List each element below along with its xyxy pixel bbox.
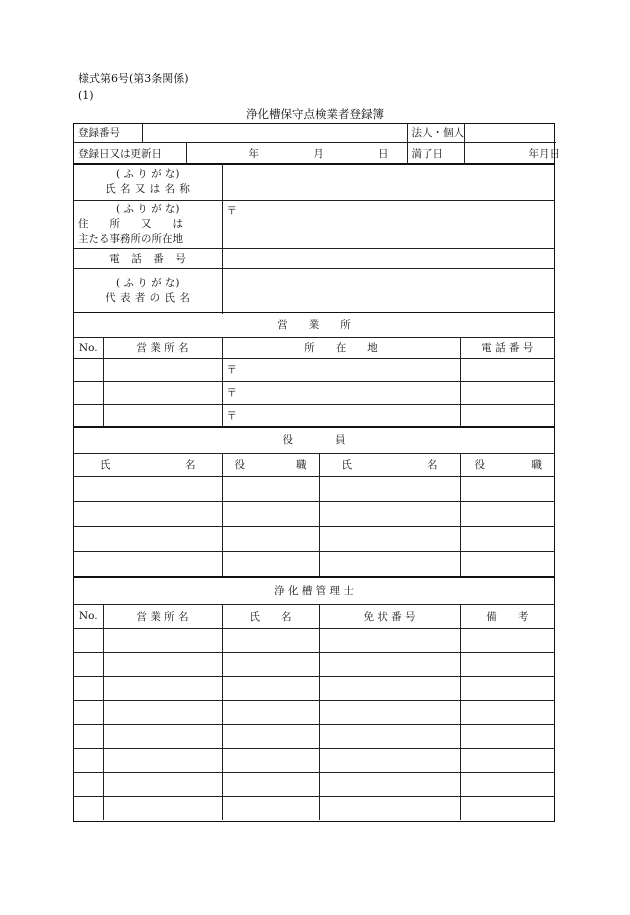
manager-license-cell[interactable] [319, 628, 460, 652]
manager-office-cell[interactable] [103, 748, 222, 772]
officer-post-cell[interactable] [222, 476, 319, 501]
manager-license-cell[interactable] [319, 772, 460, 796]
manager-no-cell[interactable] [74, 652, 103, 676]
form-number-label: 様式第6号(第3条関係) [78, 72, 189, 85]
office-row-location[interactable] [222, 404, 460, 427]
manager-name-cell[interactable] [222, 628, 319, 652]
postal-mark: 〒 [226, 204, 237, 217]
manager-office-cell[interactable] [103, 700, 222, 724]
manager-office-cell[interactable] [103, 724, 222, 748]
manager-license-cell[interactable] [319, 700, 460, 724]
office-row-phone[interactable] [460, 381, 554, 404]
officer-name-cell[interactable] [319, 551, 460, 576]
officers-col-post-2 [460, 453, 554, 476]
managers-box [73, 576, 555, 822]
officer-name-cell[interactable] [319, 501, 460, 526]
manager-office-cell[interactable] [103, 628, 222, 652]
officers-col-name-a: 氏 [100, 459, 111, 471]
manager-note-cell[interactable] [460, 772, 554, 796]
reg-no-label: 登録番号 [74, 124, 142, 142]
manager-note-cell[interactable] [460, 652, 554, 676]
officers-col-post-a: 役 [234, 459, 245, 471]
phone-label: 電 話 番 号 [74, 248, 222, 268]
offices-section-title: 営 業 所 [74, 313, 554, 337]
manager-name-cell[interactable] [222, 700, 319, 724]
officers-col-name-2 [319, 453, 460, 476]
office-row-location[interactable] [222, 358, 460, 381]
officers-col-name-b: 名 [185, 459, 196, 471]
manager-office-cell[interactable] [103, 772, 222, 796]
manager-no-cell[interactable] [74, 796, 103, 820]
offices-col-no: No. [74, 337, 103, 358]
manager-name-cell[interactable] [222, 748, 319, 772]
manager-name-cell[interactable] [222, 652, 319, 676]
expiry-month: 月 [539, 147, 550, 160]
offices-box [73, 312, 555, 428]
officer-post-cell[interactable] [460, 501, 554, 526]
officer-name-cell[interactable] [74, 501, 222, 526]
rep-furigana-label: ( ふ り が な) [115, 277, 180, 290]
officers-box [73, 426, 555, 578]
manager-no-cell[interactable] [74, 700, 103, 724]
name-label-cell [74, 164, 222, 200]
name-furigana-label: ( ふ り が な) [115, 167, 180, 180]
officer-post-cell[interactable] [460, 551, 554, 576]
address-label-cell [74, 200, 222, 248]
rep-name-label: 代 表 者 の 氏 名 [105, 292, 191, 305]
corp-type-label: 法人・個人 [407, 124, 464, 142]
managers-col-office: 営 業 所 名 [103, 604, 222, 628]
applicant-info-box [73, 163, 555, 313]
address-label-line2: 主たる事務所の所在地 [78, 232, 183, 245]
office-row-location[interactable] [222, 381, 460, 404]
officers-section-title: 役 員 [74, 427, 554, 453]
officer-post-cell[interactable] [222, 501, 319, 526]
reg-date-label: 登録日又は更新日 [74, 142, 186, 164]
office-row-no[interactable] [74, 358, 103, 381]
expiry-label: 満了日 [407, 142, 464, 164]
manager-no-cell[interactable] [74, 772, 103, 796]
manager-note-cell[interactable] [460, 748, 554, 772]
postal-mark: 〒 [226, 410, 237, 423]
manager-no-cell[interactable] [74, 628, 103, 652]
expiry-year: 年 [528, 147, 539, 160]
officer-name-cell[interactable] [319, 526, 460, 551]
office-row-phone[interactable] [460, 404, 554, 427]
document-title: 浄化槽保守点検業者登録簿 [246, 107, 384, 121]
corp-type-field[interactable] [464, 124, 556, 142]
managers-section-title: 浄 化 槽 管 理 士 [74, 577, 554, 604]
manager-no-cell[interactable] [74, 748, 103, 772]
reg-no-field[interactable] [142, 124, 407, 142]
officer-post-cell[interactable] [460, 526, 554, 551]
name-field[interactable] [222, 164, 554, 200]
offices-col-phone: 電 話 番 号 [460, 337, 554, 358]
expiry-date-field[interactable] [464, 142, 560, 164]
manager-office-cell[interactable] [103, 652, 222, 676]
manager-name-cell[interactable] [222, 724, 319, 748]
manager-name-cell[interactable] [222, 676, 319, 700]
manager-name-cell[interactable] [222, 772, 319, 796]
reg-date-year: 年 [248, 147, 259, 160]
manager-license-cell[interactable] [319, 748, 460, 772]
registration-info-box [73, 123, 560, 165]
address-furigana-label: ( ふ り が な) [115, 202, 180, 215]
managers-col-license: 免 状 番 号 [319, 604, 460, 628]
manager-note-cell[interactable] [460, 796, 554, 820]
address-label-line1: 住 所 又 は [78, 217, 183, 230]
officer-post-cell[interactable] [460, 476, 554, 501]
managers-col-note: 備 考 [460, 604, 554, 628]
manager-name-cell[interactable] [222, 796, 319, 820]
officer-name-cell[interactable] [74, 526, 222, 551]
officers-col-post-b: 職 [296, 459, 307, 471]
manager-license-cell[interactable] [319, 676, 460, 700]
offices-col-location: 所 在 地 [222, 337, 460, 358]
form-subsection-label: (1) [78, 89, 94, 102]
officers-col-name-a: 氏 [341, 459, 352, 471]
officer-name-cell[interactable] [319, 476, 460, 501]
manager-note-cell[interactable] [460, 628, 554, 652]
manager-license-cell[interactable] [319, 724, 460, 748]
postal-mark: 〒 [226, 364, 237, 376]
name-label: 氏 名 又 は 名 称 [105, 182, 191, 195]
manager-note-cell[interactable] [460, 676, 554, 700]
officer-name-cell[interactable] [74, 476, 222, 501]
office-row-phone[interactable] [460, 358, 554, 381]
reg-date-day: 日 [378, 147, 389, 160]
manager-license-cell[interactable] [319, 796, 460, 820]
postal-mark: 〒 [226, 387, 237, 399]
managers-col-no: No. [74, 604, 103, 628]
office-row-no[interactable] [74, 404, 103, 427]
manager-note-cell[interactable] [460, 700, 554, 724]
manager-no-cell[interactable] [74, 724, 103, 748]
office-row-name[interactable] [103, 404, 222, 427]
office-row-no[interactable] [74, 381, 103, 404]
rep-name-field[interactable] [222, 268, 554, 314]
officer-post-cell[interactable] [222, 526, 319, 551]
officer-post-cell[interactable] [222, 551, 319, 576]
managers-col-name: 氏 名 [222, 604, 319, 628]
address-field[interactable] [222, 200, 554, 248]
phone-field[interactable] [222, 248, 554, 268]
reg-date-month: 月 [313, 147, 324, 160]
officers-col-post-b: 職 [531, 459, 542, 471]
manager-no-cell[interactable] [74, 676, 103, 700]
officers-col-name [74, 453, 222, 476]
rep-label-cell [74, 268, 222, 314]
officers-col-name-b: 名 [427, 459, 438, 471]
office-row-name[interactable] [103, 381, 222, 404]
expiry-day: 日 [549, 147, 560, 160]
office-row-name[interactable] [103, 358, 222, 381]
manager-license-cell[interactable] [319, 652, 460, 676]
officer-name-cell[interactable] [74, 551, 222, 576]
manager-note-cell[interactable] [460, 724, 554, 748]
manager-office-cell[interactable] [103, 796, 222, 820]
offices-col-name: 営 業 所 名 [103, 337, 222, 358]
officers-col-post [222, 453, 319, 476]
officers-col-post-a: 役 [474, 459, 485, 471]
reg-date-field[interactable] [186, 142, 407, 164]
manager-office-cell[interactable] [103, 676, 222, 700]
